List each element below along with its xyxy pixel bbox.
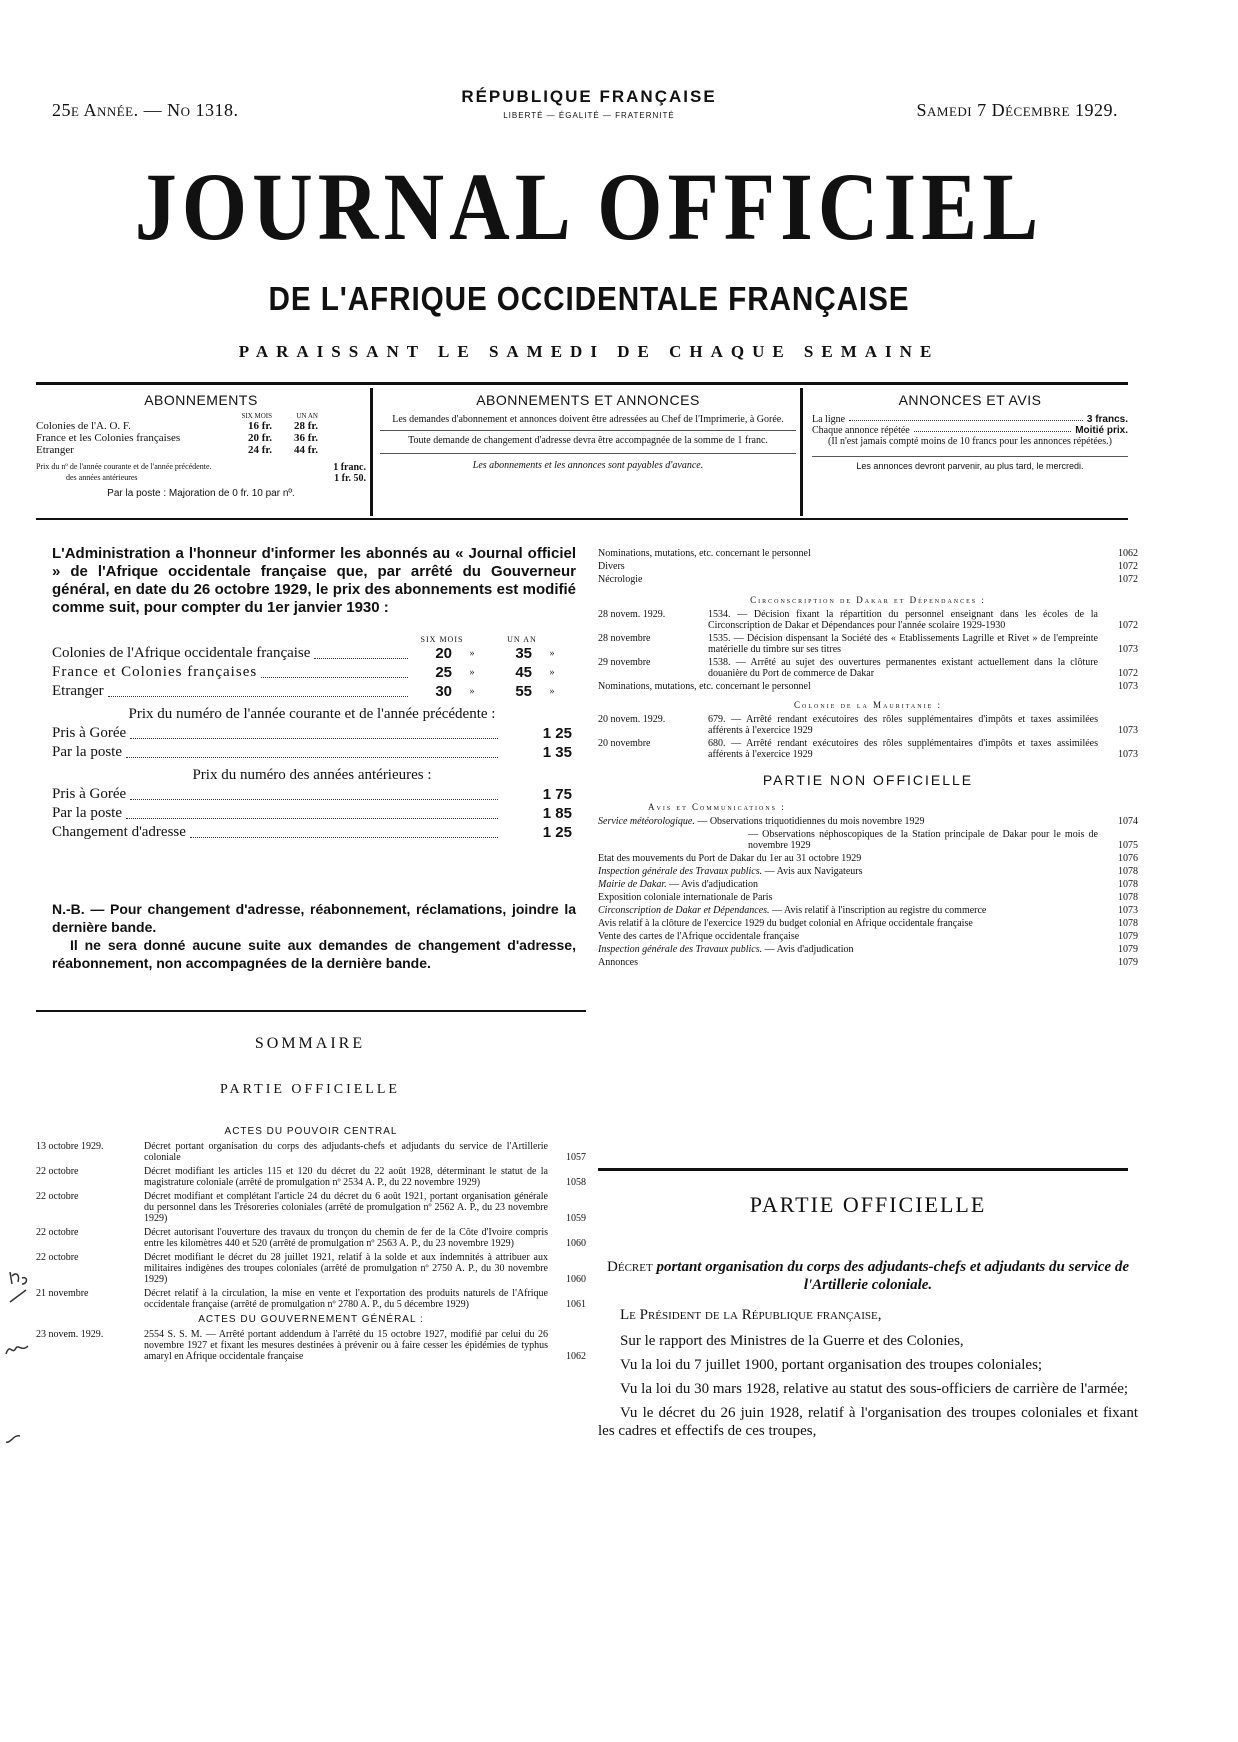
- box-bottom-rule: [36, 518, 1128, 520]
- toc-entry: 23 novem. 1929. 2554 S. S. M. — Arrêté portant addendum à l'arrêté du 15 octobre 1927, modifié par celui du 26 novembre 1927 et fixant les mesures destinées à prévenir ou à faire cesser les épidémies de typhus amaryl en Afrique occidentale française 1062: [36, 1329, 586, 1362]
- toc-entry: 21 novembre Décret relatif à la circulation, la mise en vente et l'exportation des produits naturels de l'Afrique occidentale française (arrêté de promulgation nº 2780 A. P., du 5 décembre 1929) 1061: [36, 1288, 586, 1310]
- avis-heading: Avis et Communications :: [648, 802, 786, 812]
- postal-surcharge: Par la poste : Majoration de 0 fr. 10 par nº.: [107, 488, 295, 499]
- mauritanie-heading: Colonie de la Mauritanie :: [793, 700, 942, 710]
- price-old-value: 1 fr. 50.: [334, 473, 366, 484]
- toc-entry: Inspection générale des Travaux publics. — Avis d'adjudication 1079: [598, 944, 1138, 955]
- toc-entry: Annonces 1079: [598, 957, 1138, 968]
- handwritten-mark-icon: [4, 1430, 24, 1446]
- subs-ads-title: ABONNEMENTS ET ANNONCES: [476, 392, 700, 408]
- toc-entry: Exposition coloniale internationale de Paris 1078: [598, 892, 1138, 903]
- subscriptions-col-headers: [36, 412, 366, 420]
- decree-paragraph: Vu la loi du 30 mars 1928, relative au statut des sous-officiers de carrière de l'armée;: [620, 1381, 1129, 1397]
- sub-row: France et les Colonies françaises 20 fr. 36 fr.: [36, 432, 318, 444]
- issue-number: 25e Année. — No 1318.: [52, 100, 239, 120]
- toc-entry: 28 novembre 1535. — Décision dispensant la Société des « Etablissements Lagrille et Rivet » de l'empreinte matérielle du timbre sur ses titres 1073: [598, 633, 1138, 655]
- toc-entry: Inspection générale des Travaux publics. — Avis aux Navigateurs 1078: [598, 866, 1138, 877]
- toc-entry: 29 novembre 1538. — Arrêté au sujet des ouvertures permanentes existant actuellement dans la clôture douanière du Port de commerce de Dakar 1072: [598, 657, 1138, 679]
- toc-entry: Divers 1072: [598, 561, 1138, 572]
- price-current-value: 1 franc.: [333, 462, 366, 473]
- new-price-table: [52, 635, 572, 842]
- box-separator: [800, 388, 803, 516]
- old-price-row: Pris à Gorée 1 75: [52, 786, 572, 803]
- subs-ads-p1: Les demandes d'abonnement et annonces doivent être adressées au Chef de l'Imprimerie, à Gorée.: [392, 414, 784, 425]
- subs-ads-box: [380, 392, 796, 512]
- toc-entry: 28 novem. 1929. 1534. — Décision fixant la répartition du personnel enseignant dans les écoles de la Circonscription de Dakar et Dépendances pour l'année scolaire 1929-1930 1072: [598, 609, 1138, 631]
- summary-title: SOMMAIRE: [254, 1035, 366, 1052]
- old-price-row: Changement d'adresse 1 25: [52, 824, 572, 841]
- journal-title: JOURNAL OFFICIEL: [134, 153, 1044, 261]
- official-part-heading: PARTIE OFFICIELLE: [749, 1192, 987, 1217]
- handwritten-mark-icon: [6, 1268, 34, 1308]
- price-col-headers: SIX MOIS UN AN: [420, 635, 537, 644]
- old-price-row: Par la poste 1 85: [52, 805, 572, 822]
- toc-entry: Etat des mouvements du Port de Dakar du 1er au 31 octobre 1929 1076: [598, 853, 1138, 864]
- decree-title: Décret portant organisation du corps des adjudants-chefs et adjudants du service de l'Artillerie coloniale.: [607, 1259, 1129, 1293]
- admin-notice: L'Administration a l'honneur d'informer les abonnés au « Journal officiel » de l'Afrique occidentale française que, par arrêté du Gouverneur général, en date du 26 octobre 1929, le prix des abonnements est modifié comme suit, pour compter du 1er janvier 1930 :: [52, 545, 576, 616]
- decree-paragraph: Sur le rapport des Ministres de la Guerre et des Colonies,: [620, 1333, 964, 1349]
- ads-repeat-label: Chaque annonce répétée: [812, 425, 910, 436]
- journal-tagline: PARAISSANT LE SAMEDI DE CHAQUE SEMAINE: [238, 342, 940, 361]
- dakar-heading: Circonscription de Dakar et Dépendances :: [750, 595, 986, 605]
- nota-bene: [52, 900, 576, 972]
- decree-president: Le Président de la République française,: [620, 1307, 882, 1323]
- toc-entry: Nominations, mutations, etc. concernant le personnel 1073: [598, 681, 1138, 692]
- handwritten-mark-icon: [4, 1340, 32, 1358]
- sub-row: Etranger 24 fr. 44 fr.: [36, 444, 318, 456]
- toc-entry: 20 novem. 1929. 679. — Arrêté rendant exécutoires des rôles supplémentaires d'impôts et taxes assimilées afférents à l'exercice 1929 1073: [598, 714, 1138, 736]
- summary-right-column: [598, 548, 1138, 970]
- toc-entry: Circonscription de Dakar et Dépendances. — Avis relatif à l'inscription au registre du commerce 1073: [598, 905, 1138, 916]
- toc-entry: 22 octobre Décret autorisant l'ouverture des travaux du tronçon du chemin de fer de la Côte d'Ivoire compris entre les kilomètres 440 et 520 (arrêté de promulgation nº 2563 A. P., du 23 novembre 1929) 1060: [36, 1227, 586, 1249]
- old-price-title: Prix du numéro des années antérieures :: [192, 767, 432, 783]
- right-section-rule: [598, 1168, 1128, 1171]
- summary-left-column: [36, 1122, 586, 1365]
- toc-entry: Vente des cartes de l'Afrique occidentale française 1079: [598, 931, 1138, 942]
- toc-entry: — Observations néphoscopiques de la Station principale de Dakar pour le mois de novembre 1929 1075: [748, 829, 1138, 851]
- subs-ads-p2: Toute demande de changement d'adresse devra être accompagnée de la somme de 1 franc.: [408, 435, 768, 446]
- price-old-label: des années antérieures: [66, 473, 138, 482]
- subscriptions-box: [36, 392, 366, 512]
- subs-ads-p3: Les abonnements et les annonces sont payables d'avance.: [472, 460, 704, 471]
- price-row: Etranger 30 » 55 »: [52, 683, 555, 700]
- ads-line-label: La ligne: [812, 414, 846, 425]
- sub-row: Colonies de l'A. O. F. 16 fr. 28 fr.: [36, 420, 318, 432]
- issue-date: Samedi 7 Décembre 1929.: [916, 100, 1118, 120]
- journal-subtitle: DE L'AFRIQUE OCCIDENTALE FRANÇAISE: [268, 280, 910, 317]
- top-rule: [36, 382, 1128, 385]
- central-acts-heading: ACTES DU POUVOIR CENTRAL: [224, 1126, 398, 1137]
- toc-entry: 22 octobre Décret modifiant les articles 115 et 120 du décret du 22 août 1928, déterminant le statut de la magistrature coloniale (arrêté de promulgation nº 2534 A. P., du 22 novembre 1929) 1058: [36, 1166, 586, 1188]
- price-row: Colonies de l'Afrique occidentale française 20 » 35 »: [52, 645, 555, 662]
- gov-acts-heading: ACTES DU GOUVERNEMENT GÉNÉRAL :: [198, 1314, 424, 1325]
- nb-line-1: N.-B. — Pour changement d'adresse, réabonnement, réclamations, joindre la dernière bande.: [52, 901, 576, 935]
- nb-line-2: Il ne sera donné aucune suite aux demandes de changement d'adresse, réabonnement, non accompagnées de la dernière bande.: [52, 937, 576, 971]
- current-price-row: Pris à Gorée 1 25: [52, 725, 572, 742]
- toc-entry: Avis relatif à la clôture de l'exercice 1929 du budget colonial en Afrique occidentale française 1078: [598, 918, 1138, 929]
- col-six-months: SIX MOIS: [241, 412, 272, 420]
- toc-entry: Mairie de Dakar. — Avis d'adjudication 1078: [598, 879, 1138, 890]
- ads-note: (Il n'est jamais compté moins de 10 francs pour les annonces répétées.): [828, 436, 1112, 447]
- motto: LIBERTÉ — ÉGALITÉ — FRATERNITÉ: [503, 111, 675, 120]
- ads-box: [812, 392, 1128, 512]
- toc-entry: Nécrologie 1072: [598, 574, 1138, 585]
- toc-entry: Nominations, mutations, etc. concernant le personnel 1062: [598, 548, 1138, 559]
- toc-entry: 20 novembre 680. — Arrêté rendant exécutoires des rôles supplémentaires d'impôts et taxes assimilées afférents à l'exercice 1929 1073: [598, 738, 1138, 760]
- current-price-row: Par la poste 1 35: [52, 744, 572, 761]
- price-row: France et Colonies françaises 25 » 45 »: [52, 664, 555, 681]
- ads-line-value: 3 francs.: [1086, 414, 1128, 425]
- price-current-label: Prix du nº de l'année courante et de l'année précédente.: [36, 462, 212, 471]
- toc-entry: 22 octobre Décret modifiant le décret du 28 juillet 1921, relatif à la solde et aux indemnités à attribuer aux militaires indigènes des troupes coloniales (arrêté de promulgation nº 2750 A. P., du 30 novembre 1929) 1060: [36, 1252, 586, 1285]
- summary-part-official: PARTIE OFFICIELLE: [220, 1082, 400, 1097]
- box-separator: [370, 388, 373, 516]
- subscriptions-title: ABONNEMENTS: [144, 392, 258, 408]
- toc-entry: 22 octobre Décret modifiant et complétant l'article 24 du décret du 6 août 1921, portant organisation générale du personnel dans les Trésoreries coloniales (arrêté de promulgation nº 2562 A. P., du 23 novembre 1929) 1059: [36, 1191, 586, 1224]
- current-price-title: Prix du numéro de l'année courante et de l'année précédente :: [128, 706, 496, 722]
- decree-paragraph: Vu le décret du 26 juin 1928, relatif à l'organisation des troupes coloniales et fixant les cadres et effectifs de ces troupes,: [598, 1405, 1138, 1439]
- ads-deadline: Les annonces devront parvenir, au plus tard, le mercredi.: [856, 461, 1084, 471]
- left-section-rule: [36, 1010, 586, 1012]
- decree-paragraph: Vu la loi du 7 juillet 1900, portant organisation des troupes coloniales;: [620, 1357, 1043, 1373]
- toc-entry: Service météorologique. — Observations triquotidiennes du mois novembre 1929 1074: [598, 816, 1138, 827]
- col-one-year: UN AN: [296, 412, 318, 420]
- republic-label: RÉPUBLIQUE FRANÇAISE: [461, 87, 717, 106]
- decree-text: [598, 1258, 1138, 1446]
- ads-title: ANNONCES ET AVIS: [898, 392, 1042, 408]
- ads-repeat-value: Moitié prix.: [1075, 425, 1128, 436]
- toc-entry: 13 octobre 1929. Décret portant organisation du corps des adjudants-chefs et adjudants du service de l'Artillerie coloniale 1057: [36, 1141, 586, 1163]
- part-unofficial-title: PARTIE NON OFFICIELLE: [762, 772, 974, 788]
